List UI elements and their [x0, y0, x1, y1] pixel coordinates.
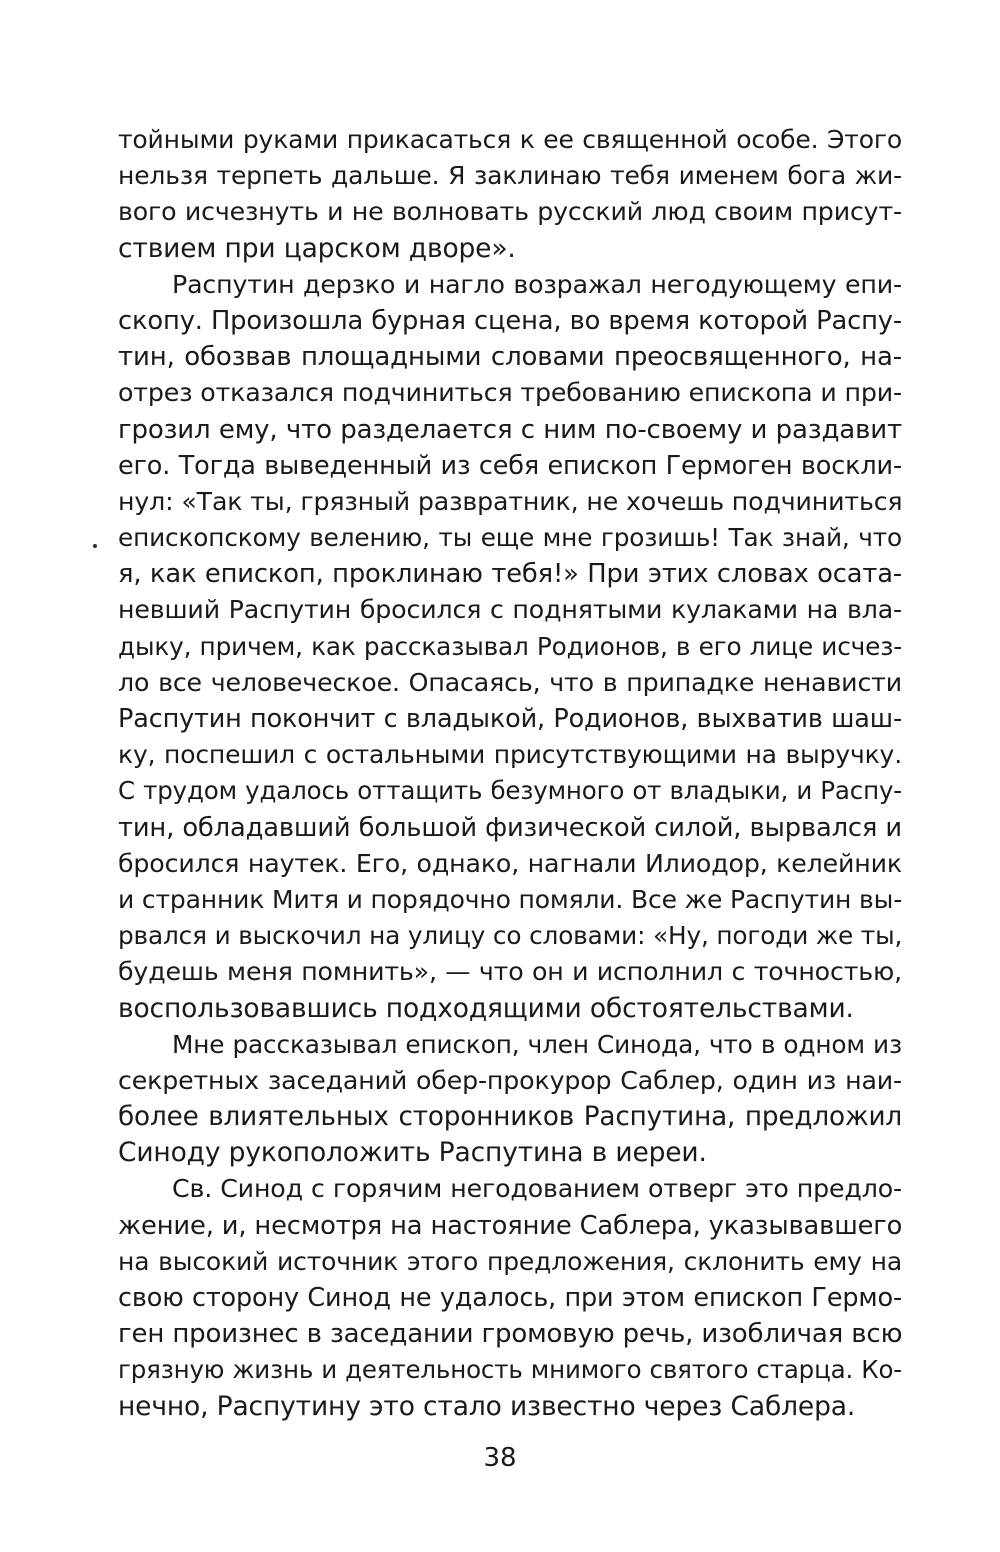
paragraph	[118, 1027, 902, 1172]
text-line: Распутин дерзко и нагло возражал негодующему епи-	[172, 269, 902, 299]
text-line: вого исчезнуть и не волновать русский люд своим присут-	[118, 197, 902, 227]
text-line: воспользовавшись подходящими обстоятельствами.	[118, 992, 854, 1024]
text-line: ген произнес в заседании громовую речь, изобличая всю	[118, 1319, 903, 1350]
body-text	[118, 122, 902, 1425]
text-line: рвался и выскочил на улицу со словами: «Ну, погоди же ты,	[118, 921, 903, 951]
text-line: тойными руками прикасаться к ее священной особе. Этого	[118, 125, 902, 154]
text-line: С трудом удалось оттащить безумного от владыки, и Распу-	[118, 776, 902, 806]
text-line: ствием при царском дворе».	[118, 232, 516, 264]
text-line: его. Тогда выведенный из себя епископ Гермоген воскли-	[118, 450, 902, 481]
text-line: Распутин покончит с владыкой, Родионов, выхватив шаш-	[118, 704, 902, 734]
text-line: бросился наутек. Его, однако, нагнали Илиодор, келейник	[118, 848, 902, 878]
text-line: нечно, Распутину это стало известно через Саблера.	[118, 1390, 856, 1422]
text-line: тин, обозвав площадными словами преосвященного, на-	[118, 342, 902, 373]
text-line: ло все человеческое. Опасаясь, что в припадке ненависти	[118, 667, 902, 697]
text-line: Синоду рукоположить Распутина в иереи.	[118, 1137, 707, 1169]
text-line: епископскому велению, ты еще мне грозишь! Так знай, что	[118, 523, 902, 553]
text-line: и странник Митя и порядочно помяли. Все же Распутин вы-	[118, 884, 903, 914]
text-line: Св. Синод с горячим негодованием отверг это предло-	[172, 1174, 902, 1204]
margin-mark	[93, 544, 97, 548]
text-line: нул: «Так ты, грязный развратник, не хочешь подчиниться	[118, 486, 903, 516]
text-line: отрез отказался подчиниться требованию епископа и при-	[118, 378, 902, 408]
text-line: скопу. Произошла бурная сцена, во время которой Распу-	[118, 305, 902, 336]
text-line: дыку, причем, как рассказывал Родионов, в его лице исчез-	[118, 631, 902, 661]
text-line: свою сторону Синод не удалось, при этом епископ Гермо-	[118, 1283, 902, 1313]
text-line: нельзя терпеть дальше. Я заклинаю тебя именем бога жи-	[118, 161, 902, 191]
text-line: невший Распутин бросился с поднятыми кулаками на вла-	[118, 595, 902, 625]
text-line: грозил ему, что разделается с ним по-своему и раздавит	[118, 414, 902, 445]
text-line: ку, поспешил с остальными присутствующими на выручку.	[118, 740, 902, 770]
text-line: более влиятельных сторонников Распутина, предложил	[118, 1102, 902, 1133]
text-line: грязную жизнь и деятельность мнимого святого старца. Ко-	[118, 1355, 902, 1385]
text-line: будешь меня помнить», — что он и исполнил с точностью,	[118, 957, 902, 987]
text-line: Мне рассказывал епископ, член Синода, что в одном из	[172, 1029, 902, 1059]
text-line: тин, обладавший большой физической силой, вырвался и	[118, 812, 902, 843]
paragraph	[118, 1171, 902, 1424]
page-number: 38	[483, 1443, 517, 1473]
text-line: на высокий источник этого предложения, склонить ему на	[118, 1246, 902, 1276]
text-line: секретных заседаний обер-прокурор Саблер, один из наи-	[118, 1065, 902, 1095]
paragraph	[118, 122, 902, 267]
text-line: я, как епископ, проклинаю тебя!» При этих словах осата-	[118, 559, 902, 590]
text-line: жение, и, несмотря на настояние Саблера, указывавшего	[118, 1210, 903, 1241]
paragraph	[118, 267, 902, 1027]
